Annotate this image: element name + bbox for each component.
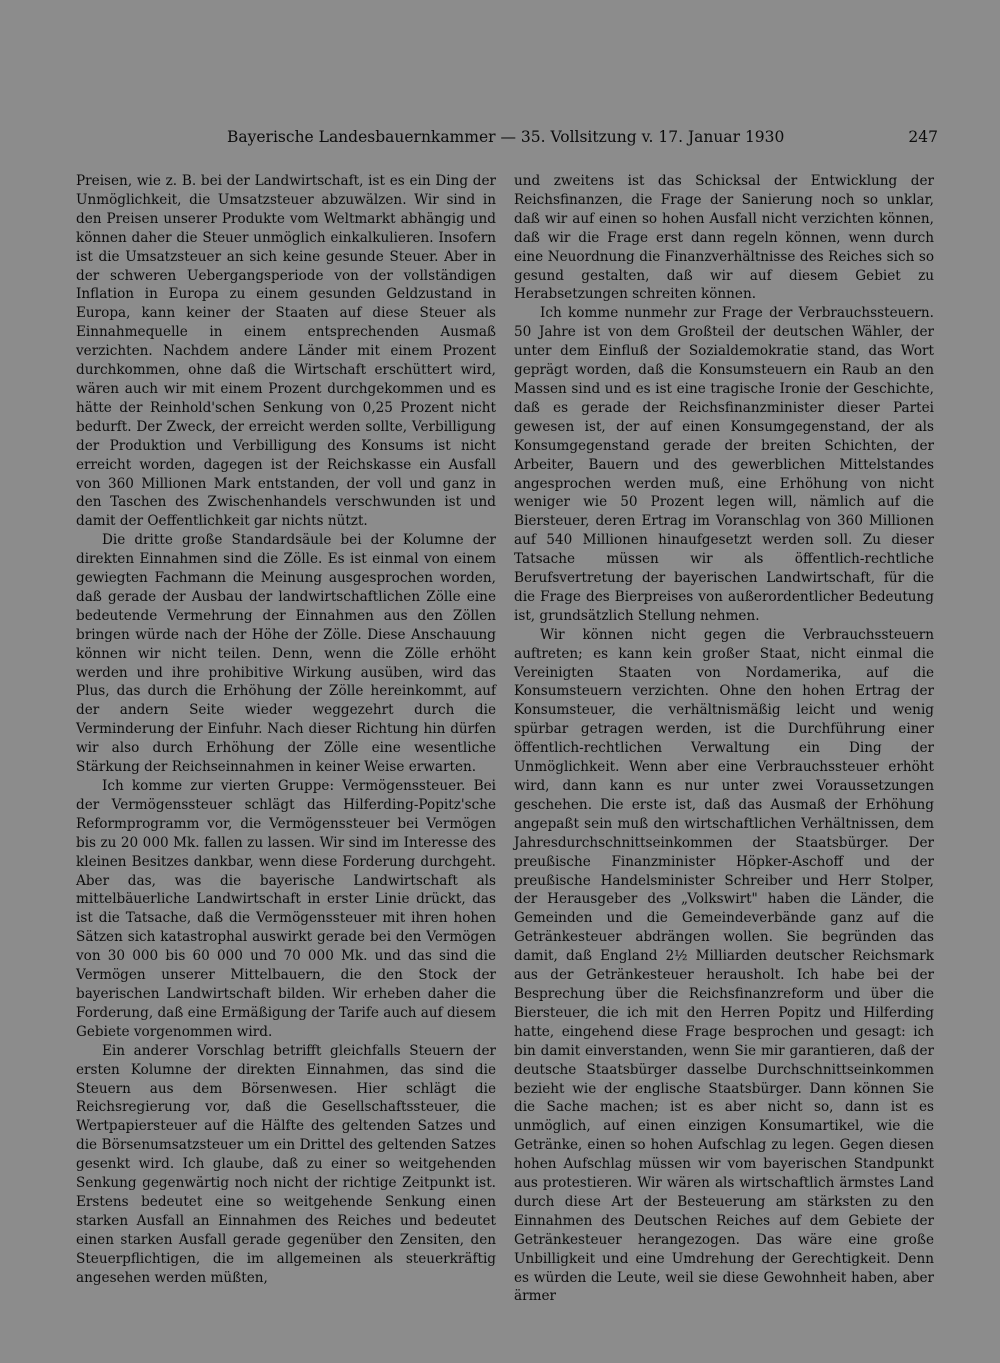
page-number: 247 [908, 128, 938, 146]
paragraph: Die dritte große Standardsäule bei der Kolumne der direkten Einnahmen sind die Zölle. Es ist einmal von einem gewiegten Fachmann die Meinung ausgesprochen worden, daß gerade der Ausbau der landwirtschaftlichen Zölle eine bedeutende Vermehrung der Einnahmen aus den Zöllen bringen würde nach der Höhe der Zölle. Diese Anschauung können wir nicht teilen. Denn, wenn die Zölle erhöht werden und ihre prohibitive Wirkung ausüben, wird das Plus, das durch die Erhöhung der Zölle hereinkommt, auf der andern Seite wieder weggezehrt durch die Verminderung der Einfuhr. Nach dieser Richtung hin dürfen wir also durch Erhöhung der Zölle eine wesentliche Stärkung der Reichseinnahmen in keiner Weise erwarten. [76, 532, 496, 776]
paragraph: Ein anderer Vorschlag betrifft gleichfalls Steuern der ersten Kolumne der direkten Einnahmen, das sind die Steuern aus dem Börsenwesen. Hier schlägt die Reichsregierung vor, daß die Gesellschaftssteuer, die Wertpapiersteuer auf die Hälfte des geltenden Satzes und die Börsenumsatzsteuer um ein Drittel des geltenden Satzes gesenkt wird. Ich glaube, daß zu einer so weitgehenden Senkung gegenwärtig noch nicht der richtige Zeitpunkt ist. Erstens bedeutet eine so weitgehende Senkung einen starken Ausfall an Einnahmen des Reiches und bedeutet einen starken Ausfall gerade gegenüber den Zensiten, den Steuerpflichtigen, die im allgemeinen als steuerkräftig angesehen werden müßten, [76, 1042, 496, 1286]
paragraph: und zweitens ist das Schicksal der Entwicklung der Reichsfinanzen, die Frage der Sanierung noch so unklar, daß wir auf einen so hohen Ausfall nicht verzichten können, daß wir die Frage erst dann regeln können, wenn durch eine Neuordnung die Finanzverhältnisse des Reiches sich so gesund gestalten, daß wir auf diesem Gebiet zu Herabsetzungen schreiten können. [514, 173, 934, 303]
paragraph: Wir können nicht gegen die Verbrauchssteuern auftreten; es kann kein großer Staat, nicht einmal die Vereinigten Staaten von Nordamerika, auf die Konsumsteuern verzichten. Ohne den hohen Ertrag der Konsumsteuer, die verhältnismäßig leicht und wenig spürbar getragen werden, ist die Durchführung einer öffentlich-rechtlichen Verwaltung ein Ding der Unmöglichkeit. Wenn aber eine Verbrauchssteuer erhöht wird, dann kann es nur unter zwei Voraussetzungen geschehen. Die erste ist, daß das Ausmaß der Erhöhung angepaßt sein muß den wirtschaftlichen Verhältnissen, dem Jahresdurchschnittseinkommen der Staatsbürger. Der preußische Finanzminister Höpker-Aschoff und der preußische Handelsminister Schreiber und Herr Stolper, der Herausgeber des „Volkswirt" haben die Länder, die Gemeinden und die Gemeindeverbände ganz auf die Getränkesteuer abdrängen wollen. Sie begründen das damit, daß England 2½ Milliarden deutscher Reichsmark aus der Getränkesteuer herausholt. Ich habe bei der Besprechung über die Reichsfinanzreform und über die Biersteuer, die ich mit den Herren Popitz und Hilferding hatte, eingehend diese Frage besprochen und gesagt: ich bin damit einverstanden, wenn Sie mir garantieren, daß der deutsche Staatsbürger dasselbe Durchschnittseinkommen bezieht wie der englische Staatsbürger. Dann können Sie die Sache machen; ist es aber nicht so, dann ist es unmöglich, auf einen einzigen Konsumartikel, wie die Getränke, einen so hohen Aufschlag zu legen. Gegen diesen hohen Aufschlag müssen wir vom bayerischen Standpunkt aus protestieren. Wir wären als wirtschaftlich ärmstes Land durch diese Art der Besteuerung am stärksten zu den Einnahmen des Deutschen Reiches auf dem Gebiete der Getränkesteuer herangezogen. Das wäre eine große Unbilligkeit und eine Umdrehung der Gerechtigkeit. Denn es würden die Leute, weil sie diese Gewohnheit haben, aber ärmer [514, 626, 934, 1305]
left-column [76, 172, 496, 1287]
page-header [75, 126, 940, 148]
running-title: Bayerische Landesbauernkammer — 35. Vollsitzung v. 17. Januar 1930 [227, 128, 785, 146]
paragraph: Ich komme zur vierten Gruppe: Vermögenssteuer. Bei der Vermögenssteuer schlägt das Hilferding-Popitz'sche Reformprogramm vor, die Vermögenssteuer bei Vermögen bis zu 20 000 Mk. fallen zu lassen. Wir sind im Interesse des kleinen Besitzes dankbar, wenn diese Forderung durchgeht. Aber das, was die bayerische Landwirtschaft als mittelbäuerliche Landwirtschaft in erster Linie drückt, das ist die Tatsache, daß die Vermögenssteuer mit ihren hohen Sätzen sich katastrophal auswirkt gerade bei den Vermögen von 30 000 bis 60 000 und 70 000 Mk. und das sind die Vermögen unserer Mittelbauern, die den Stock der bayerischen Landwirtschaft bilden. Wir erheben daher die Forderung, daß eine Ermäßigung der Tarife auch auf diesem Gebiete vorgenommen wird. [76, 778, 496, 1040]
paragraph: Preisen, wie z. B. bei der Landwirtschaft, ist es ein Ding der Unmöglichkeit, die Umsatzsteuer abzuwälzen. Wir sind in den Preisen unserer Produkte vom Weltmarkt abhängig und können daher die Steuer unmöglich einkalkulieren. Insofern ist die Umsatzsteuer an sich keine gesunde Steuer. Aber in der schweren Uebergangsperiode von der vollständigen Inflation in Europa zu einem gesunden Geldzustand in Europa, kann keiner der Staaten auf diese Steuer als Einnahmequelle in einem entsprechenden Ausmaß verzichten. Nachdem andere Länder mit einem Prozent durchkommen, ohne daß die Wirtschaft erschüttert wird, wären auch wir mit einem Prozent durchgekommen und es hätte der Reinhold'schen Senkung von 0,25 Prozent nicht bedurft. Der Zweck, der erreicht werden sollte, Verbilligung der Produktion und Verbilligung des Konsums ist nicht erreicht worden, dagegen ist der Reichskasse ein Ausfall von 360 Millionen Mark entstanden, der voll und ganz in den Taschen des Zwischenhandels verschwunden ist und damit der Oeffentlichkeit gar nichts nützt. [76, 173, 496, 530]
right-column [514, 172, 934, 1306]
paragraph: Ich komme nunmehr zur Frage der Verbrauchssteuern. 50 Jahre ist von dem Großteil der deutschen Wähler, der unter dem Einfluß der Sozialdemokratie stand, das Wort geprägt worden, daß die Konsumsteuern ein Raub an den Massen sind und es ist eine tragische Ironie der Geschichte, daß es gerade der Reichsfinanzminister dieser Partei gewesen ist, der auf einen Konsumgegenstand, der als Konsumgegenstand gerade der breiten Schichten, der Arbeiter, Bauern und des gewerblichen Mittelstandes angesprochen werden muß, eine Erhöhung von nicht weniger wie 50 Prozent legen will, nämlich auf die Biersteuer, deren Ertrag im Voranschlag von 360 Millionen auf 540 Millionen hinaufgesetzt werden soll. Zu dieser Tatsache müssen wir als öffentlich-rechtliche Berufsvertretung der bayerischen Landwirtschaft, für die die Frage des Bierpreises von außerordentlicher Bedeutung ist, grundsätzlich Stellung nehmen. [514, 305, 934, 624]
